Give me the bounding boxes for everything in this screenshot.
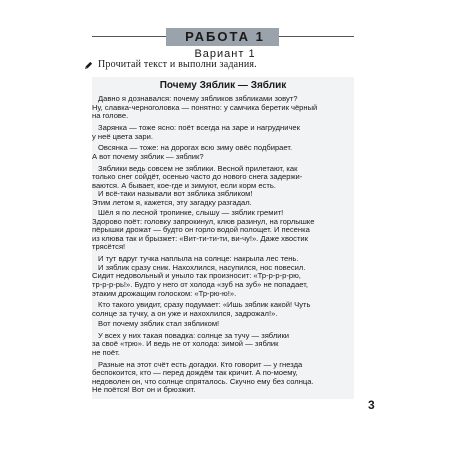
story-line: Зяблики ведь совсем не зяблики. Весной прилетают, как xyxy=(98,163,298,173)
story-line: Шёл я по лесной тропинке, слышу — зяблик гремит! xyxy=(98,208,284,218)
story-line: Разные на этот счёт есть догадки. Кто говорит — у гнезда xyxy=(98,359,303,369)
story-line: У всех у них такая повадка: солнце за тучу — зяблики xyxy=(98,330,290,340)
story-line: только снег сойдёт, осенью часто до нового снега задержи- xyxy=(92,172,303,182)
story-title: Почему Зяблик — Зяблик xyxy=(159,80,287,91)
story-line: Ну, славка-черноголовка — понятно: у самчика беретик чёрный xyxy=(92,102,318,112)
story-line: тр-р-р-рь!». Будто у него от холода «зуб на зуб» не попадает, xyxy=(92,279,309,289)
story-line: беспокоится, кто — перед дождём так кричит. А по-моему, xyxy=(92,368,298,378)
story-line: Давно я дознавался: почему зябликов зябликами зовут? xyxy=(98,94,298,103)
story-line: солнце за тучку, а он уже и нахохлился, задрожал!». xyxy=(92,308,278,318)
page-number: 3 xyxy=(368,398,375,412)
story-line: И тут вдруг тучка наплыла на солнце: накрыла лес тень. xyxy=(98,254,299,264)
story-line: Здорово поёт: головку запрокинул, клюв разинул, на горлышке xyxy=(92,216,315,226)
instruction-text: Прочитай текст и выполни задания. xyxy=(98,59,257,70)
story-line: из клюва так и брызжет: «Вит-ти-ти-ти, ви-чу!». Даже хвостик xyxy=(92,233,308,243)
pencil-icon xyxy=(84,61,93,70)
story-line: Не поётся! Вот он и брюзжит. xyxy=(92,385,196,395)
story-line: Вот почему зяблик стал зябликом! xyxy=(98,319,220,328)
story-line: Этим летом я, кажется, эту загадку разгадал. xyxy=(92,197,252,207)
story-line: ваются. А бывает, кое-где и зимуют, если корм есть. xyxy=(92,180,276,190)
story-line: Сидит недовольный и уныло так произносит: «Тр-р-р-р-рю, xyxy=(92,271,301,281)
story-line: И зяблик сразу сник. Нахохлился, насупился, нос повесил. xyxy=(98,262,306,272)
story-line: А вот почему зяблик — зяблик? xyxy=(92,151,204,161)
story-line: не поёт. xyxy=(92,347,120,357)
story-line: этаким дрожащим голоском: «Тр-рю-ю!». xyxy=(92,288,237,298)
story-line: И всё-таки называли вот зяблика зябликом! xyxy=(98,189,253,199)
story-line: Кто такого увидит, сразу подумает: «Ишь зяблик какой! Чуть xyxy=(98,300,311,310)
story-line: у неё цвета зари. xyxy=(92,131,153,141)
story-line: за своё «трю». И ведь не от холода: зимой — зяблик xyxy=(92,339,279,349)
story-line: трясётся! xyxy=(92,242,126,252)
story-line: недоволен он, что солнце спряталось. Скучно ему без солнца. xyxy=(92,376,314,386)
work-title: РАБОТА 1 xyxy=(185,29,265,44)
story-line: Зарянка — тоже ясно: поёт всегда на заре и нагрудничек xyxy=(98,122,300,132)
story-line: пёрышки дрожат — будто он горло водой полощет. И песенка xyxy=(92,225,310,235)
story-line: на голове. xyxy=(92,111,129,121)
story-line: Овсянка — тоже: на дорогах всю зиму овёс подбирает. xyxy=(98,143,293,153)
variant-label: Вариант 1 xyxy=(194,48,256,60)
